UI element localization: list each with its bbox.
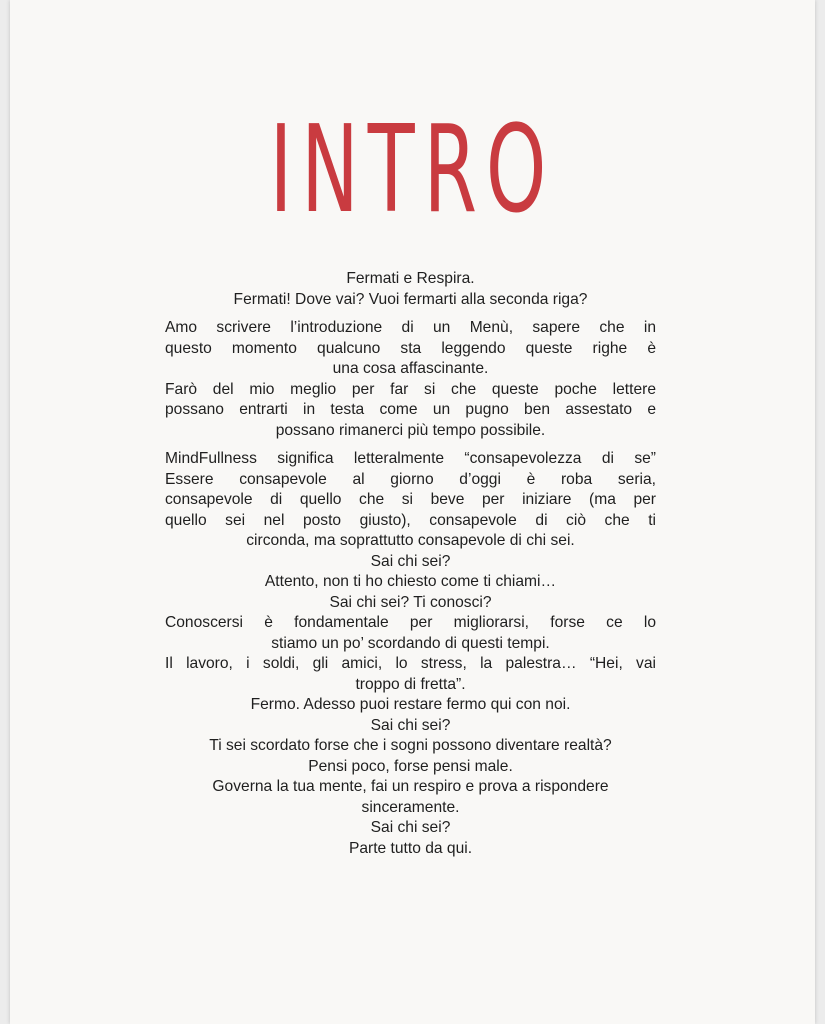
text-line: Fermati! Dove vai? Vuoi fermarti alla seconda riga? — [233, 290, 588, 308]
text-line: Fermo. Adesso puoi restare fermo qui con noi. — [250, 696, 571, 713]
text-line: troppo di fretta”. — [355, 675, 466, 693]
text-line: Fermati e Respira. — [346, 270, 475, 287]
text-line: Sai chi sei? — [370, 716, 451, 734]
text-line: Sai chi sei? — [370, 819, 451, 836]
page-title: INTRO — [269, 101, 556, 240]
text-line: Parte tutto da qui. — [348, 839, 473, 857]
intro-paragraph — [165, 318, 656, 441]
text-line: sinceramente. — [361, 798, 460, 816]
text-line: Amo scrivere l’introduzione di un Menù, sapere che in — [165, 319, 656, 336]
text-line: Conoscersi è fondamentale per migliorarsi, forse ce lo — [165, 614, 656, 631]
text-line: Governa la tua mente, fai un respiro e prova a rispondere — [212, 778, 609, 795]
text-line: Ti sei scordato forse che i sogni possono diventare realtà? — [209, 737, 612, 754]
menu-page — [10, 0, 815, 1024]
text-line: Sai chi sei? Ti conosci? — [329, 593, 492, 611]
text-line: possano entrarti in testa come un pugno ben assestato e — [165, 401, 656, 418]
text-line: possano rimanerci più tempo possibile. — [275, 421, 546, 439]
text-line: una cosa affascinante. — [332, 360, 489, 377]
text-line: stiamo un po’ scordando di questi tempi. — [271, 634, 550, 652]
text-line: Attento, non ti ho chiesto come ti chiami… — [264, 573, 557, 590]
text-line: consapevole di quello che si beve per iniziare (ma per — [165, 491, 656, 508]
intro-text — [165, 269, 656, 867]
text-line: MindFullness significa letteralmente “consapevolezza di se” — [165, 450, 656, 467]
text-line: Il lavoro, i soldi, gli amici, lo stress, la palestra… “Hei, vai — [165, 655, 656, 672]
intro-paragraph — [165, 269, 656, 310]
text-line: questo momento qualcuno sta leggendo queste righe è — [165, 339, 656, 357]
intro-paragraph — [165, 449, 656, 859]
text-line: Pensi poco, forse pensi male. — [308, 757, 513, 775]
text-line: Essere consapevole al giorno d’oggi è roba seria, — [165, 470, 656, 488]
text-line: circonda, ma soprattutto consapevole di chi sei. — [246, 532, 575, 549]
text-line: Sai chi sei? — [370, 552, 451, 570]
text-line: quello sei nel posto giusto), consapevole di ciò che ti — [165, 511, 656, 529]
text-line: Farò del mio meglio per far si che queste poche lettere — [165, 380, 656, 398]
